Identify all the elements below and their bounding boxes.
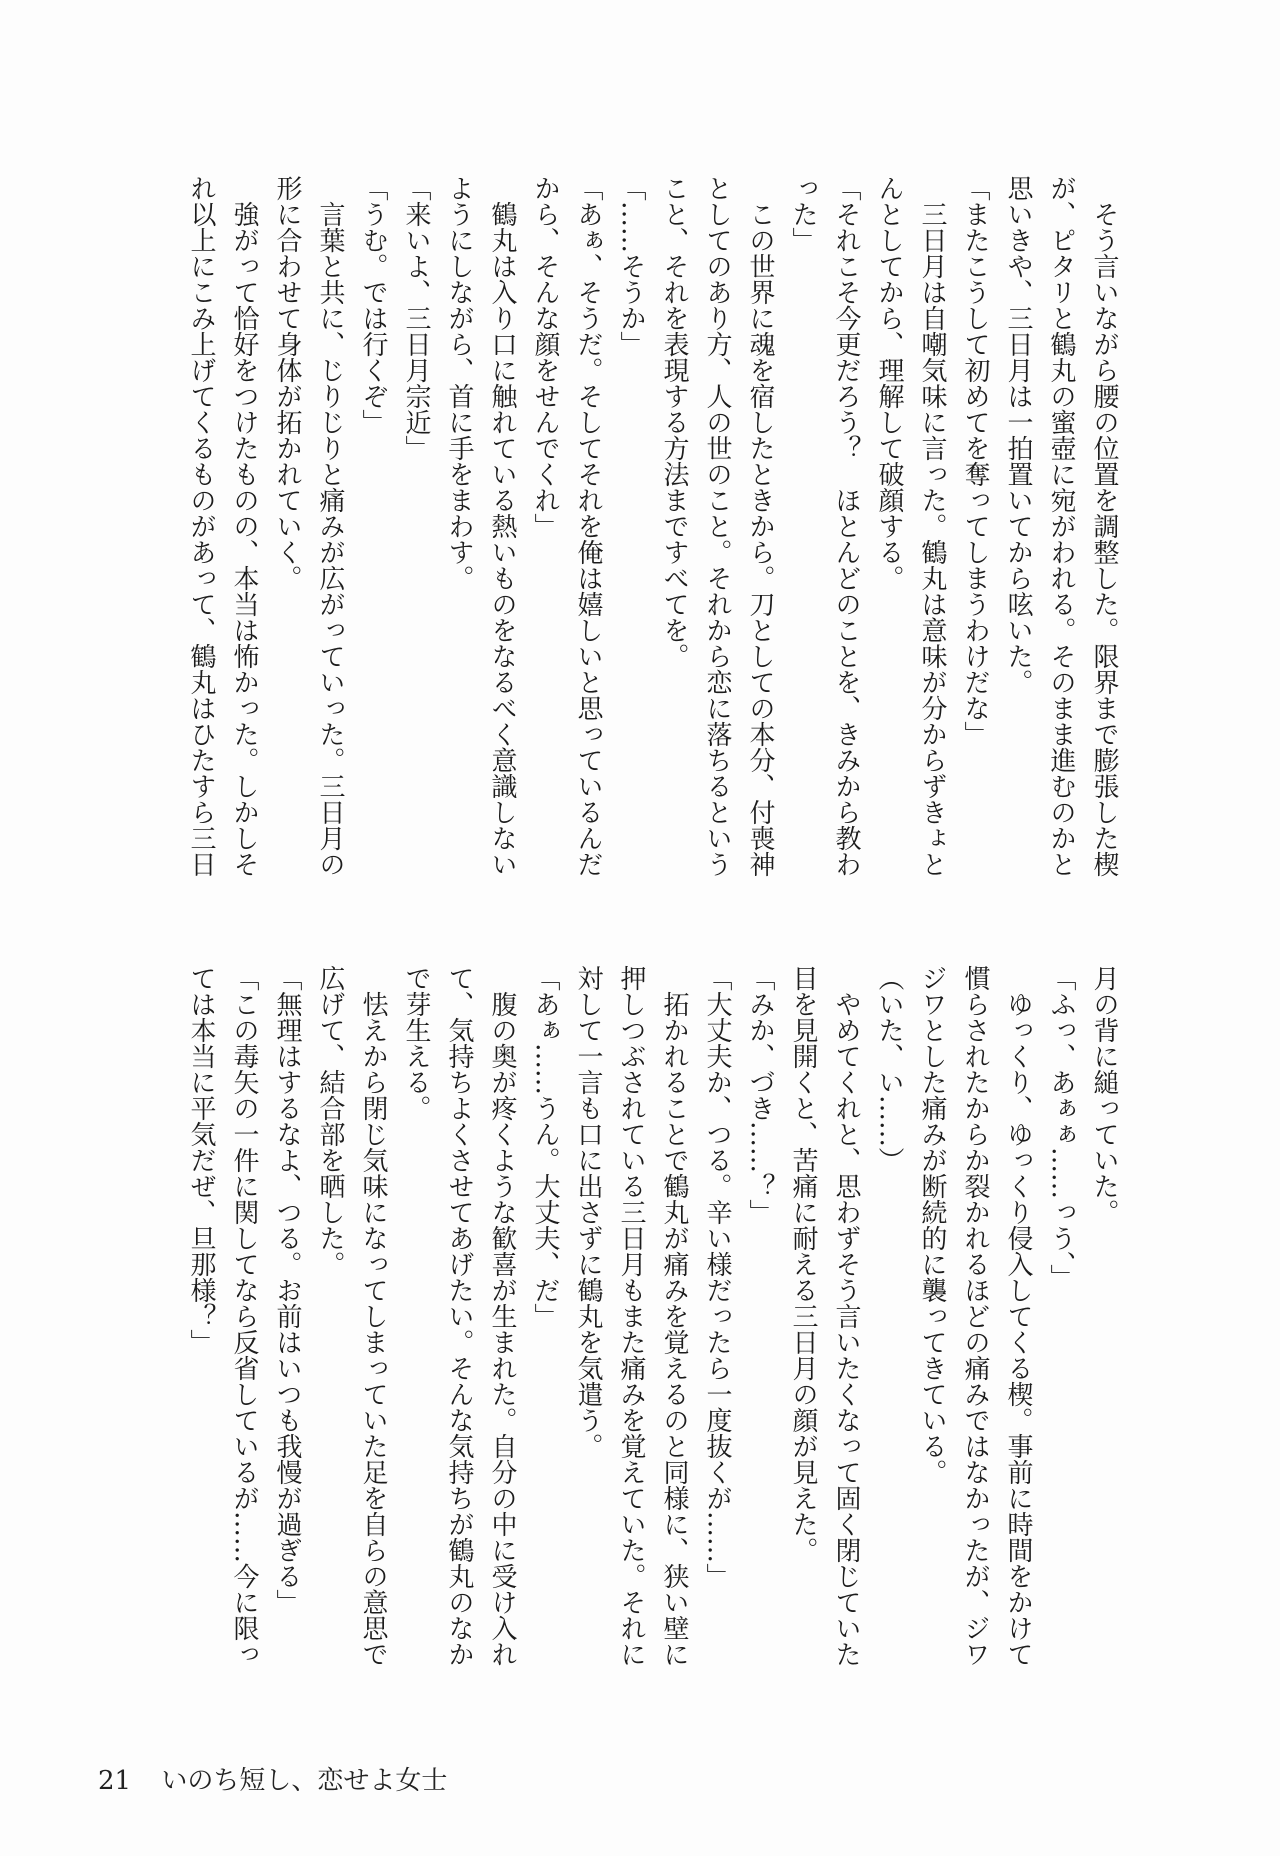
lower-text-block bbox=[125, 965, 1125, 1685]
text-line: やめてくれと、思わずそう言いたくなって固く閉じていた bbox=[831, 965, 861, 1667]
book-title: いのち短し、恋せよ女士 bbox=[161, 1766, 448, 1796]
text-line: としてのあり方、人の世のこと。それから恋に落ちるという bbox=[702, 175, 732, 877]
text-line: 鶴丸は入り口に触れている熱いものをなるべく意識しない bbox=[487, 175, 517, 877]
page-footer bbox=[98, 1760, 447, 1797]
text-line: 言葉と共に、じりじりと痛みが広がっていった。三日月の bbox=[315, 175, 345, 877]
text-line: 「ふっ、あぁぁ……っう、」 bbox=[1046, 965, 1076, 1290]
text-line: て、気持ちよくさせてあげたい。そんな気持ちが鶴丸のなか bbox=[444, 965, 474, 1667]
page-number: 21 bbox=[98, 1766, 132, 1796]
text-line: 「みか、づき……？」 bbox=[745, 965, 775, 1225]
text-line: ジワとした痛みが断続的に襲ってきている。 bbox=[917, 965, 947, 1485]
text-line: 押しつぶされている三日月もまた痛みを覚えていた。それに bbox=[616, 965, 646, 1667]
text-line: 腹の奥が疼くような歓喜が生まれた。自分の中に受け入れ bbox=[487, 965, 517, 1667]
text-line: が、ピタリと鶴丸の蜜壺に宛がわれる。そのまま進むのかと bbox=[1046, 175, 1076, 877]
text-line: そう言いながら腰の位置を調整した。限界まで膨張した楔 bbox=[1089, 175, 1119, 877]
text-line: 「うむ。では行くぞ」 bbox=[358, 175, 388, 435]
text-line: から、そんな顔をせんでくれ」 bbox=[530, 175, 560, 539]
text-line: 対して一言も口に出さずに鶴丸を気遣う。 bbox=[573, 965, 603, 1459]
text-line: 「それこそ今更だろう？ ほとんどのことを、きみから教わ bbox=[831, 175, 861, 877]
text-line: 形に合わせて身体が拓かれていく。 bbox=[272, 175, 302, 591]
text-line: ゆっくり、ゆっくり侵入してくる楔。事前に時間をかけて bbox=[1003, 965, 1033, 1667]
text-line: 慣らされたからか裂かれるほどの痛みではなかったが、ジワ bbox=[960, 965, 990, 1667]
text-line: 「この毒矢の一件に関してなら反省しているが……今に限っ bbox=[229, 965, 259, 1667]
text-line: ては本当に平気だぜ、旦那様？」 bbox=[186, 965, 216, 1355]
text-line: 「……そうか」 bbox=[616, 175, 646, 357]
text-line: れ以上にこみ上げてくるものがあって、鶴丸はひたすら三日 bbox=[186, 175, 216, 877]
text-line: 「来いよ、三日月宗近」 bbox=[401, 175, 431, 461]
text-line: 広げて、結合部を晒した。 bbox=[315, 965, 345, 1277]
text-line: 怯えから閉じ気味になってしまっていた足を自らの意思で bbox=[358, 965, 388, 1667]
text-line: 「あぁ、そうだ。そしてそれを俺は嬉しいと思っているんだ bbox=[573, 175, 603, 877]
text-line: 「大丈夫か、つる。辛い様だったら一度抜くが……」 bbox=[702, 965, 732, 1589]
text-line: 「またこうして初めてを奪ってしまうわけだな」 bbox=[960, 175, 990, 747]
text-line: こと、それを表現する方法まですべてを。 bbox=[659, 175, 689, 669]
upper-text-block bbox=[125, 175, 1125, 895]
text-line: んとしてから、理解して破顔する。 bbox=[874, 175, 904, 591]
text-line: った」 bbox=[788, 175, 818, 253]
text-line: 三日月は自嘲気味に言った。鶴丸は意味が分からずきょと bbox=[917, 175, 947, 877]
text-line: 拓かれることで鶴丸が痛みを覚えるのと同様に、狭い壁に bbox=[659, 965, 689, 1667]
text-line: 強がって恰好をつけたものの、本当は怖かった。しかしそ bbox=[229, 175, 259, 877]
text-line: 月の背に縋っていた。 bbox=[1089, 965, 1119, 1225]
text-line: 「あぁ……うん。大丈夫、だ」 bbox=[530, 965, 560, 1329]
text-line: 思いきや、三日月は一拍置いてから呟いた。 bbox=[1003, 175, 1033, 695]
text-line: で芽生える。 bbox=[401, 965, 431, 1121]
text-line: 目を見開くと、苦痛に耐える三日月の顔が見えた。 bbox=[788, 965, 818, 1563]
text-line: （いた、い……） bbox=[874, 965, 904, 1173]
text-line: ようにしながら、首に手をまわす。 bbox=[444, 175, 474, 591]
text-line: この世界に魂を宿したときから。刀としての本分、付喪神 bbox=[745, 175, 775, 877]
text-line: 「無理はするなよ、つる。お前はいつも我慢が過ぎる」 bbox=[272, 965, 302, 1615]
